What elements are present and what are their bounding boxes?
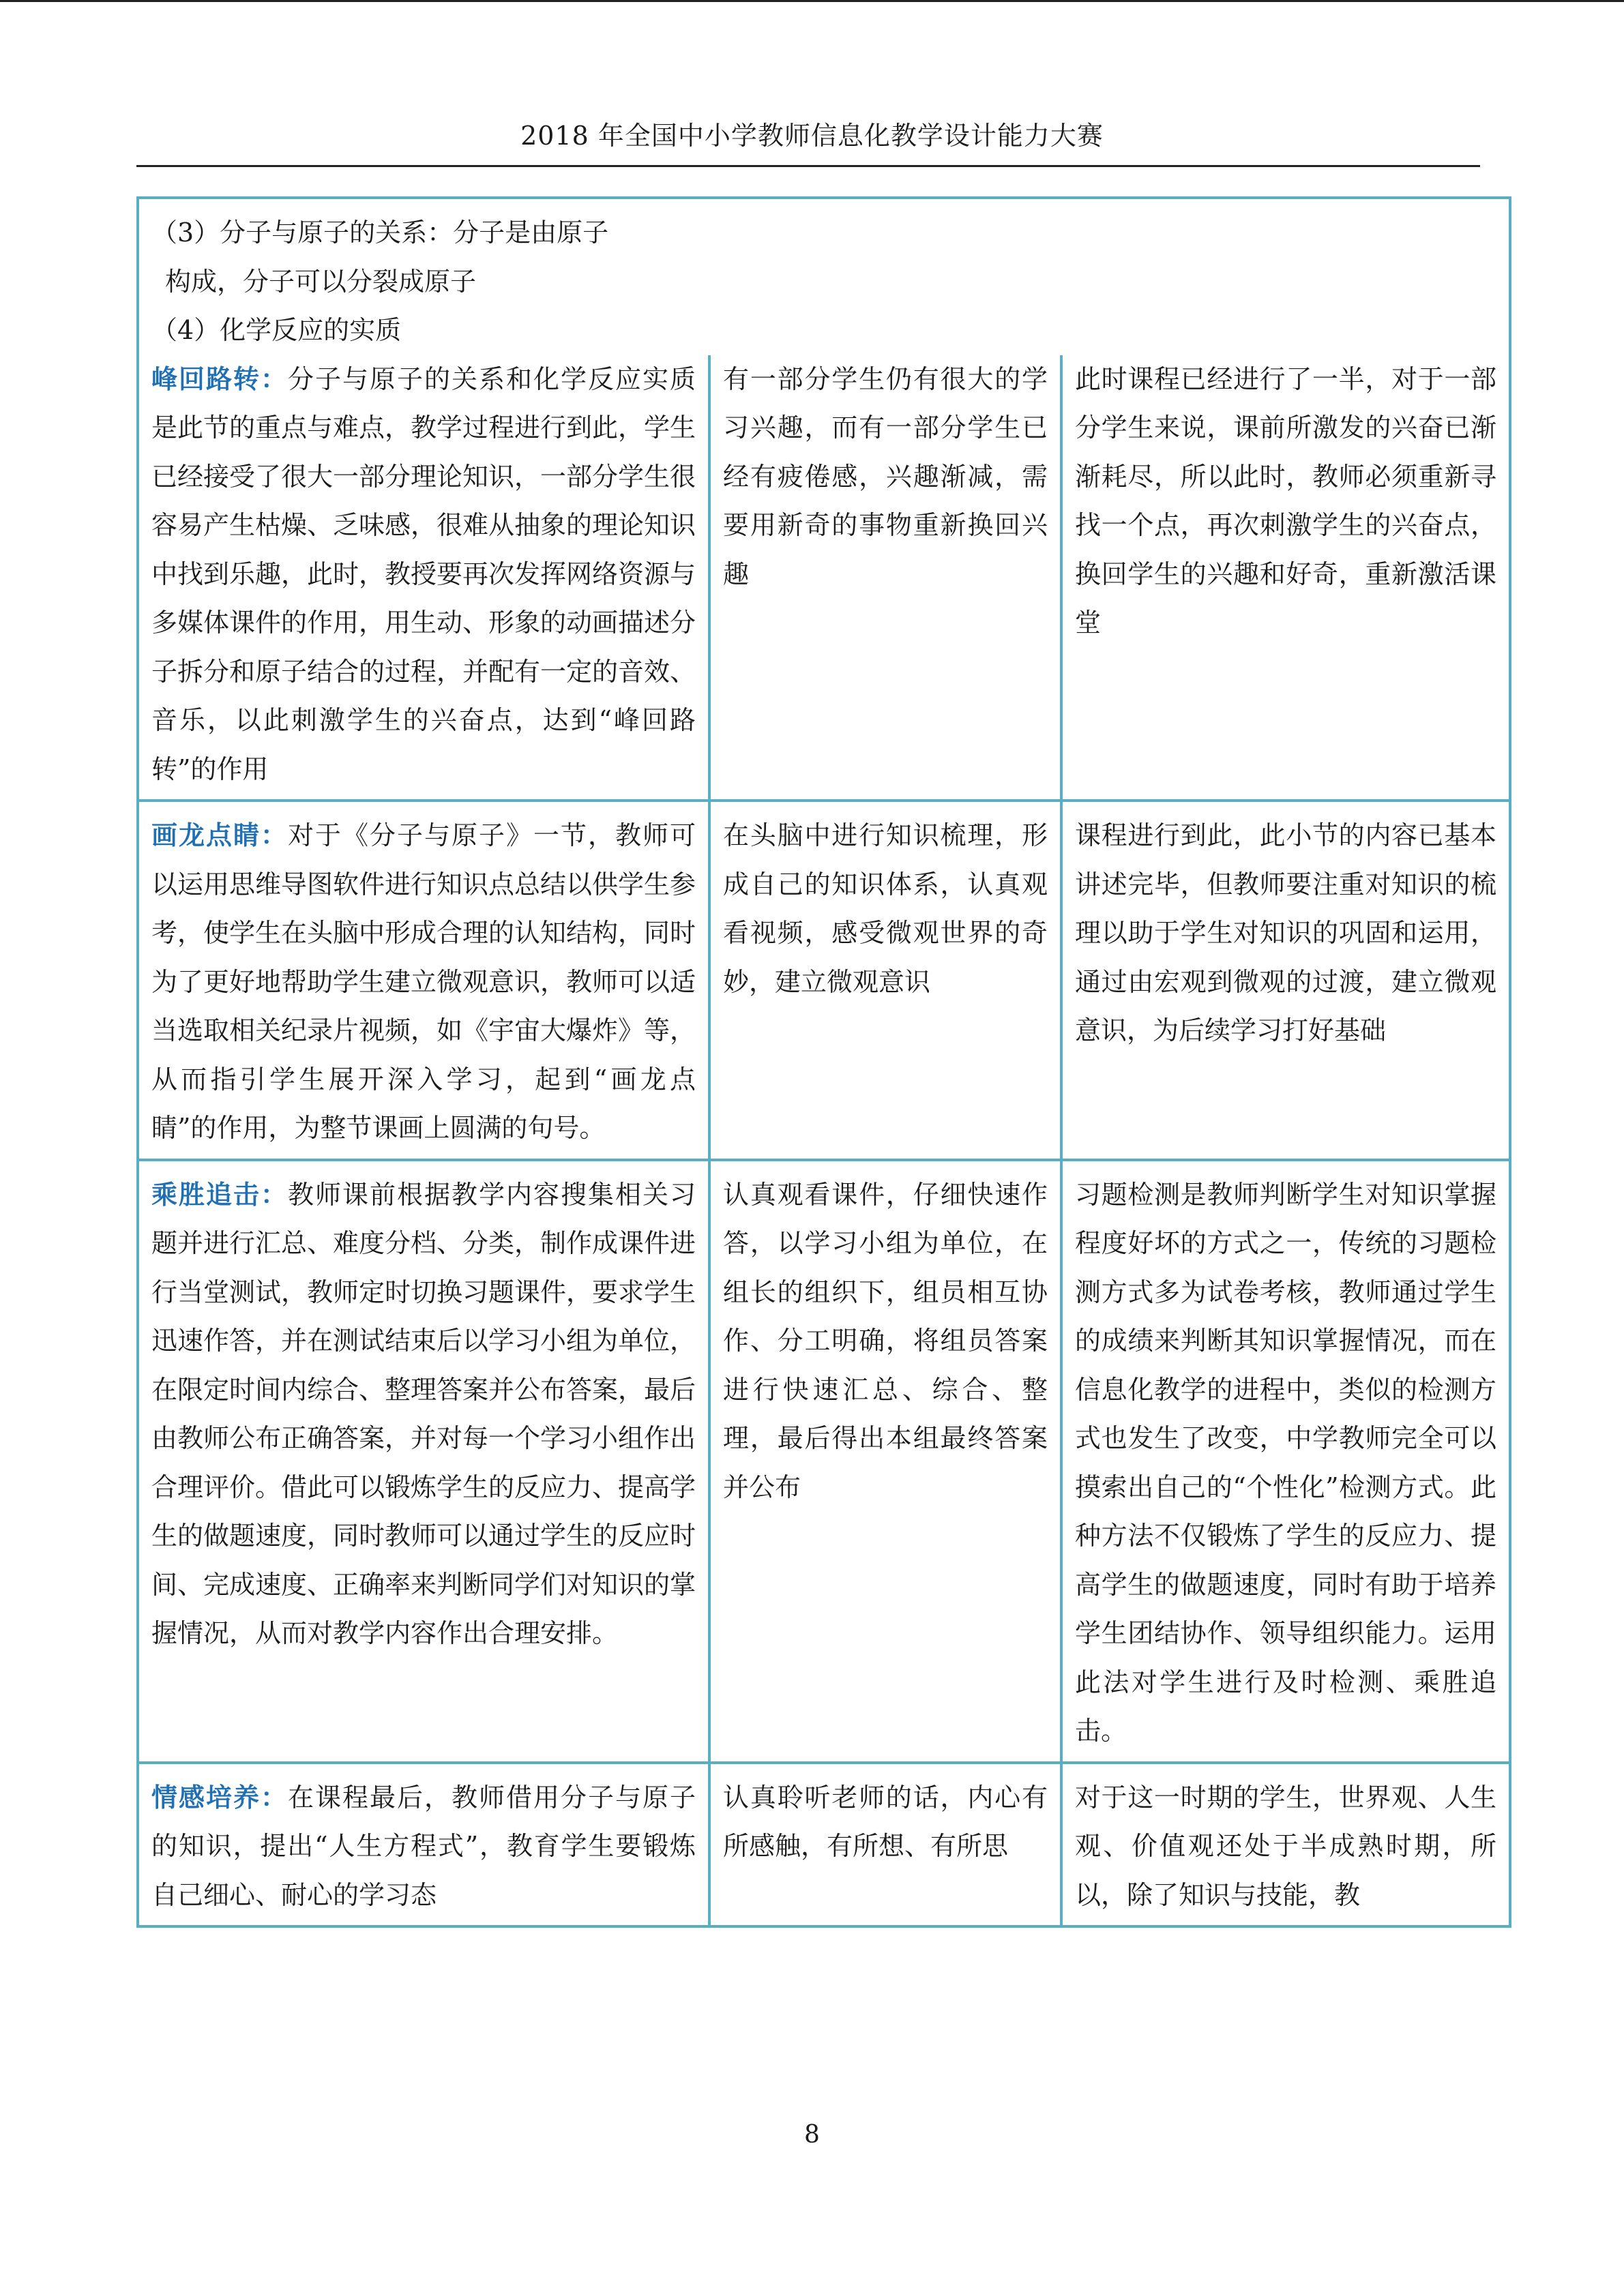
intro-empty-cell bbox=[1061, 198, 1510, 355]
stage-keyword: 峰回路转： bbox=[151, 363, 288, 394]
student-activity-text: 认真观看课件，仔细快速作答，以学习小组为单位，在组长的组织下，组员相互协作、分工明确，将组员答案进行快速汇总、综合、整理，最后得出本组最终答案并公布 bbox=[723, 1179, 1048, 1502]
table-row bbox=[138, 801, 1510, 1160]
student-activity-cell bbox=[709, 355, 1061, 801]
stage-keyword: 画龙点睛： bbox=[151, 820, 288, 850]
design-intent-text: 对于这一时期的学生，世界观、人生观、价值观还处于半成熟时期，所以，除了知识与技能，教 bbox=[1075, 1782, 1496, 1910]
design-intent-cell bbox=[1061, 1160, 1510, 1763]
intro-line: 构成，分子可以分裂成原子 bbox=[165, 266, 477, 297]
intro-cell bbox=[138, 198, 709, 355]
table-row bbox=[138, 1160, 1510, 1763]
top-edge-rule bbox=[0, 0, 1624, 2]
intro-line: （3）分子与原子的关系：分子是由原子 bbox=[151, 218, 609, 248]
design-intent-cell bbox=[1061, 1763, 1510, 1927]
teacher-activity-cell bbox=[138, 355, 709, 801]
table-row bbox=[138, 355, 1510, 801]
teacher-activity-text: 对于《分子与原子》一节，教师可以运用思维导图软件进行知识点总结以供学生参考，使学生在头脑中形成合理的认知结构，同时为了更好地帮助学生建立微观意识，教师可以适当选取相关纪录片视频，如《宇宙大爆炸》等，从而指引学生展开深入学习，起到“画龙点睛”的作用，为整节课画上圆满的句号。 bbox=[151, 820, 696, 1143]
student-activity-cell bbox=[709, 1160, 1061, 1763]
design-intent-text: 课程进行到此，此小节的内容已基本讲述完毕，但教师要注重对知识的梳理以助于学生对知识的巩固和运用，通过由宏观到微观的过渡，建立微观意识，为后续学习打好基础 bbox=[1075, 820, 1496, 1045]
page-number: 8 bbox=[804, 2121, 820, 2149]
table-row-intro bbox=[138, 198, 1510, 355]
design-intent-cell bbox=[1061, 355, 1510, 801]
student-activity-cell bbox=[709, 1763, 1061, 1927]
intro-line: （4）化学反应的实质 bbox=[151, 315, 402, 345]
table-row bbox=[138, 1763, 1510, 1927]
page-header: 2018 年全国中小学教师信息化教学设计能力大赛 bbox=[520, 121, 1104, 151]
teacher-activity-cell bbox=[138, 1160, 709, 1763]
header-divider bbox=[136, 165, 1480, 167]
teacher-activity-text: 教师课前根据教学内容搜集相关习题并进行汇总、难度分档、分类，制作成课件进行当堂测试，教师定时切换习题课件，要求学生迅速作答，并在测试结束后以学习小组为单位，在限定时间内综合、整理答案并公布答案，最后由教师公布正确答案，并对每一个学习小组作出合理评价。借此可以锻炼学生的反应力、提高学生的做题速度，同时教师可以通过学生的反应时间、完成速度、正确率来判断同学们对知识的掌握情况，从而对教学内容作出合理安排。 bbox=[151, 1179, 696, 1648]
teacher-activity-text: 在课程最后，教师借用分子与原子的知识，提出“人生方程式”，教育学生要锻炼自己细心、耐心的学习态 bbox=[151, 1782, 696, 1910]
design-intent-text: 习题检测是教师判断学生对知识掌握程度好坏的方式之一，传统的习题检测方式多为试卷考核，教师通过学生的成绩来判断其知识掌握情况，而在信息化教学的进程中，类似的检测方式也发生了改变，中学教师完全可以摸索出自己的“个性化”检测方式。此种方法不仅锻炼了学生的反应力、提高学生的做题速度，同时有助于培养学生团结协作、领导组织能力。运用此法对学生进行及时检测、乘胜追击。 bbox=[1075, 1179, 1496, 1746]
intro-empty-cell bbox=[709, 198, 1061, 355]
teacher-activity-text: 分子与原子的关系和化学反应实质是此节的重点与难点，教学过程进行到此，学生已经接受了很大一部分理论知识，一部分学生很容易产生枯燥、乏味感，很难从抽象的理论知识中找到乐趣，此时，教授要再次发挥网络资源与多媒体课件的作用，用生动、形象的动画描述分子拆分和原子结合的过程，并配有一定的音效、音乐，以此刺激学生的兴奋点，达到“峰回路转”的作用 bbox=[151, 363, 696, 784]
teacher-activity-cell bbox=[138, 801, 709, 1160]
design-intent-text: 此时课程已经进行了一半，对于一部分学生来说，课前所激发的兴奋已渐渐耗尽，所以此时，教师必须重新寻找一个点，再次刺激学生的兴奋点，换回学生的兴趣和好奇，重新激活课堂 bbox=[1075, 363, 1496, 638]
stage-keyword: 乘胜追击： bbox=[151, 1179, 288, 1210]
student-activity-cell bbox=[709, 801, 1061, 1160]
student-activity-text: 在头脑中进行知识梳理，形成自己的知识体系，认真观看视频，感受微观世界的奇妙，建立微观意识 bbox=[723, 820, 1048, 997]
stage-keyword: 情感培养： bbox=[151, 1782, 288, 1813]
teacher-activity-cell bbox=[138, 1763, 709, 1927]
design-intent-cell bbox=[1061, 801, 1510, 1160]
lesson-design-table bbox=[136, 196, 1511, 1928]
student-activity-text: 有一部分学生仍有很大的学习兴趣，而有一部分学生已经有疲倦感，兴趣渐减，需要用新奇的事物重新换回兴趣 bbox=[723, 363, 1048, 589]
student-activity-text: 认真聆听老师的话，内心有所感触，有所想、有所思 bbox=[723, 1782, 1048, 1861]
